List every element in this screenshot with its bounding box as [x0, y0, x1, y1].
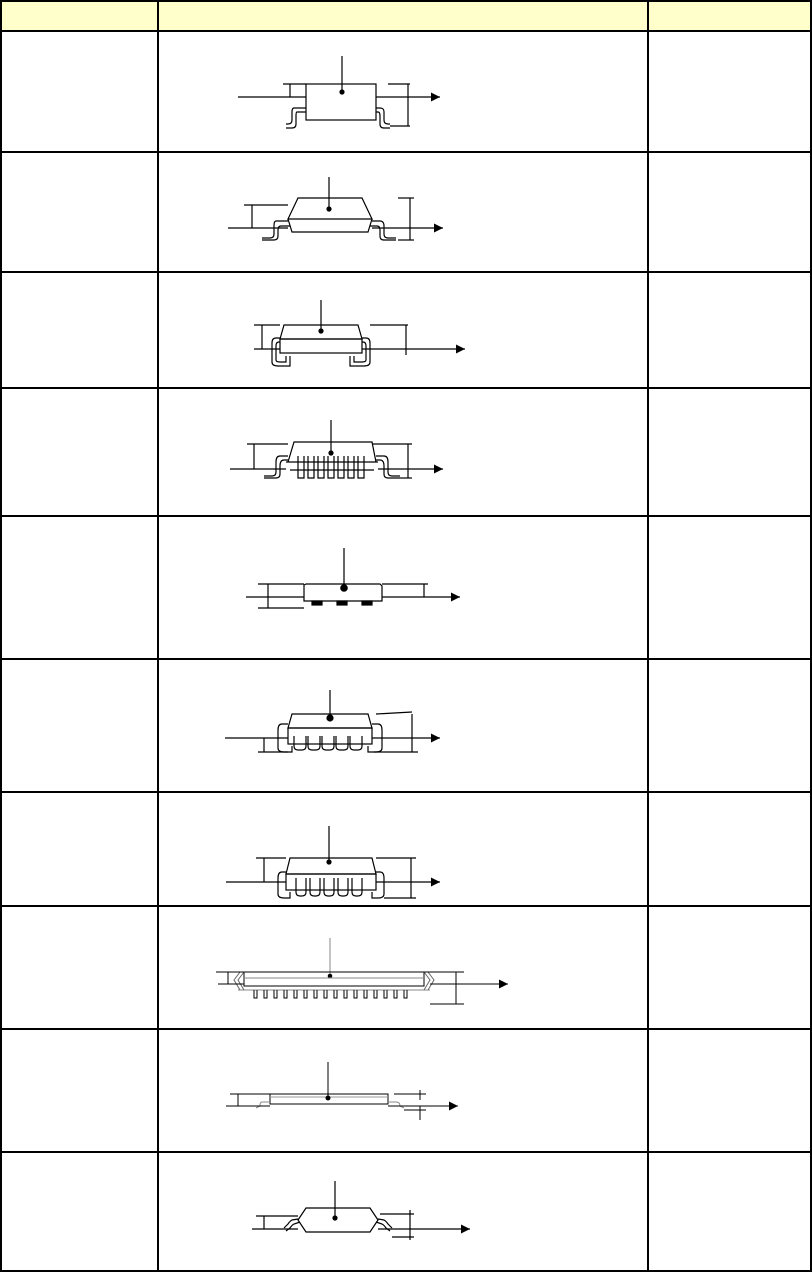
row-8-drawing [216, 938, 508, 1004]
header-band [1, 1, 811, 31]
row-5-drawing [246, 548, 460, 608]
row-3-drawing [254, 300, 465, 366]
row-9-drawing [226, 1062, 458, 1120]
row-10-drawing [252, 1181, 470, 1240]
row-4-drawing [230, 420, 443, 478]
row-7-drawing [226, 826, 440, 898]
row-2-drawing [228, 177, 443, 240]
row-6-drawing [225, 690, 440, 752]
row-1-drawing [238, 56, 440, 128]
table-grid [1, 1, 811, 1271]
